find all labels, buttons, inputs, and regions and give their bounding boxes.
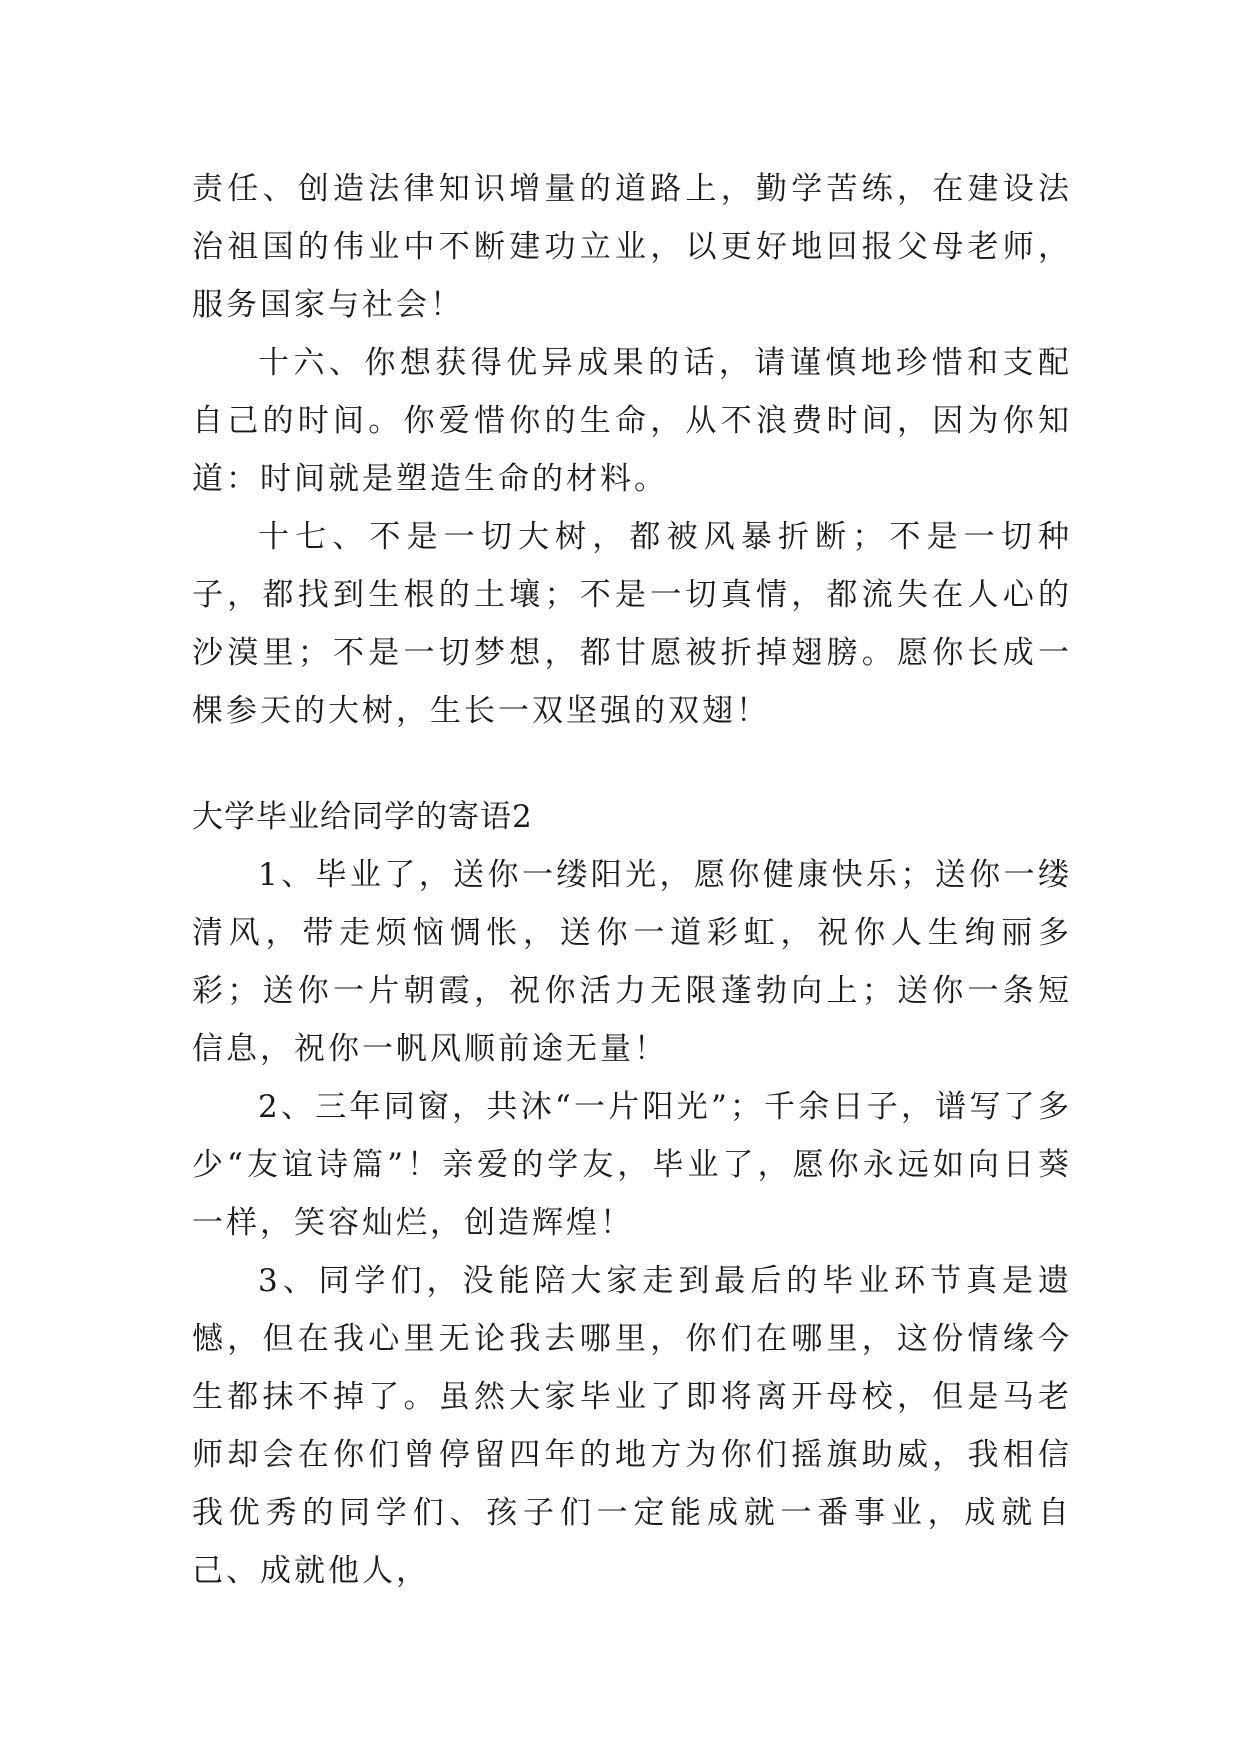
document-body bbox=[192, 160, 1072, 1600]
paragraph-seventeen: 十七、不是一切大树，都被风暴折断；不是一切种子，都找到生根的土壤；不是一切真情，都流失在人心的沙漠里；不是一切梦想，都甘愿被折掉翅膀。愿你长成一棵参天的大树，生长一双坚强的双翅！ bbox=[192, 519, 1072, 729]
paragraph-item-3: 3、同学们，没能陪大家走到最后的毕业环节真是遗憾，但在我心里无论我去哪里，你们在哪里，这份情缘今生都抹不掉了。虽然大家毕业了即将离开母校，但是马老师却会在你们曾停留四年的地方为你们摇旗助威，我相信我优秀的同学们、孩子们一定能成就一番事业，成就自己、成就他人， bbox=[192, 1263, 1072, 1589]
paragraph-item-1: 1、毕业了，送你一缕阳光，愿你健康快乐；送你一缕清风，带走烦恼惆怅，送你一道彩虹，祝你人生绚丽多彩；送你一片朝霞，祝你活力无限蓬勃向上；送你一条短信息，祝你一帆风顺前途无量！ bbox=[192, 857, 1072, 1067]
paragraph-sixteen: 十六、你想获得优异成果的话，请谨慎地珍惜和支配自己的时间。你爱惜你的生命，从不浪费时间，因为你知道：时间就是塑造生命的材料。 bbox=[192, 345, 1072, 497]
paragraph-continuation: 责任、创造法律知识增量的道路上，勤学苦练，在建设法治祖国的伟业中不断建功立业，以更好地回报父母老师，服务国家与社会！ bbox=[192, 171, 1072, 323]
paragraph-item-2: 2、三年同窗，共沐“一片阳光”；千余日子，谱写了多少“友谊诗篇”！亲爱的学友，毕业了，愿你永远如向日葵一样，笑容灿烂，创造辉煌！ bbox=[192, 1089, 1072, 1241]
section-heading: 大学毕业给同学的寄语2 bbox=[192, 799, 533, 835]
